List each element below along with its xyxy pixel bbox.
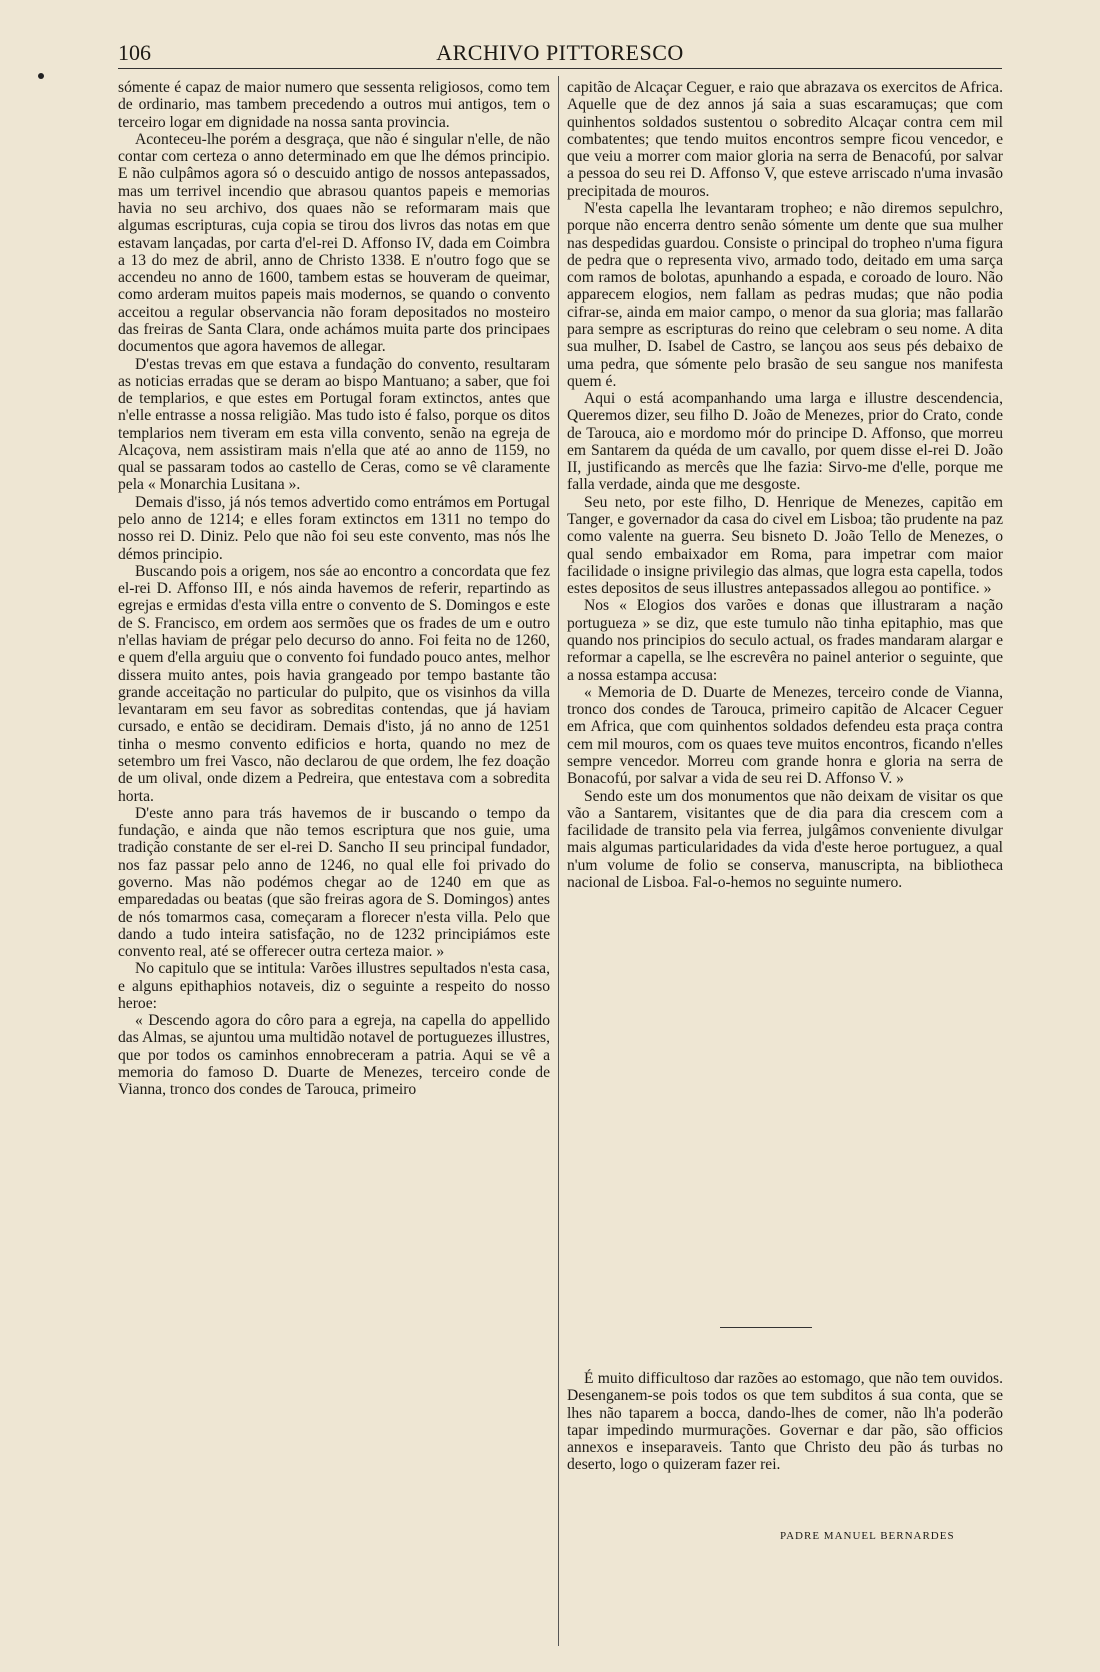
paragraph: « Memoria de D. Duarte de Menezes, terceiro conde de Vianna, tronco dos condes de Tarouca, primeiro capitão de Alcacer Ceguer em Africa, que com quinhentos soldados defendeu esta praça contra cem mil mouros, com os quaes teve muitos encontros, ficando n'elles sempre vencedor. Morreu com grande honra e gloria na serra de Bonacofú, por salvar a vida de seu rei D. Affonso V. »	[567, 683, 1003, 788]
quote-block	[567, 1370, 1003, 1474]
paragraph: Sendo este um dos monumentos que não deixam de visitar os que vão a Santarem, visitantes que de dia para dia crescem com a facilidade de transito pela via ferrea, julgâmos conveniente divulgar mais algumas particularidades da vida d'este heroe portuguez, a qual n'um volume de folio se conserva, manuscripta, na bibliotheca nacional de Lisboa. Fal-o-hemos no seguinte numero.	[567, 787, 1003, 891]
page-header	[118, 38, 1002, 68]
paragraph: D'este anno para trás havemos de ir buscando o tempo da fundação, e ainda que não temos escriptura que nos guie, uma tradição constante de ser el-rei D. Sancho II seu principal fundador, nos faz passar pelo anno de 1246, no qual elle foi privado do governo. Mas não podémos chegar ao de 1240 em que as emparedadas ou beatas (que são freiras agora de S. Domingos) antes de nós tomarmos casa, começaram a florecer n'esta villa. Pelo que dando a tudo inteira satisfação, no de 1232 principiámos este convento real, até se offerecer outra certeza maior. »	[118, 804, 550, 961]
paragraph: Aconteceu-lhe porém a desgraça, que não é singular n'elle, de não contar com certeza o anno determinado em que lhe démos principio. E não culpâmos agora só o descuido antigo de nossos antepassados, mas um terrivel incendio que abrasou quantos papeis e memorias havia no seu archivo, dos quaes não se reformaram mais que algumas escripturas, cuja copia se tirou dos livros das notas em que estavam lançadas, por carta d'el-rei D. Affonso IV, dada em Coimbra a 13 do mez de abril, anno de Christo 1338. E n'outro fogo que se accendeu no anno de 1600, tambem estas se houveram de queimar, como arderam muitos papeis mais modernos, se quando o convento acceitou a regular observancia não foram depositados no mosteiro das freiras de Santa Clara, onde achámos muita parte dos principaes documentos que agora havemos de allegar.	[118, 130, 550, 356]
left-column	[118, 79, 550, 1099]
running-title: ARCHIVO PITTORESCO	[436, 40, 684, 65]
right-column	[567, 79, 1003, 891]
page-number: 106	[118, 40, 151, 65]
paragraph: No capitulo que se intitula: Varões illustres sepultados n'esta casa, e alguns epithaphios notaveis, diz o seguinte a respeito do nosso heroe:	[118, 960, 550, 1012]
quote-text: É muito difficultoso dar razões ao estomago, que não tem ouvidos. Desenganem-se pois todos os que tem subditos á sua conta, que se lhes não taparem a bocca, dando-lhes de comer, não lh'a poderão tapar impedindo murmurações. Governar e dar pão, são officios annexos e inseparaveis. Tanto que Christo deu pão ás turbas no deserto, logo o quizeram fazer rei.	[567, 1370, 1003, 1474]
section-separator	[720, 1327, 812, 1328]
paragraph: « Descendo agora do côro para a egreja, na capella do appellido das Almas, se ajuntou uma multidão notavel de portuguezes illustres, que por todos os caminhos ennobreceram a patria. Aqui se vê a memoria do famoso D. Duarte de Menezes, terceiro conde de Vianna, tronco dos condes de Tarouca, primeiro	[118, 1012, 550, 1099]
column-divider	[558, 76, 559, 1646]
paragraph: capitão de Alcaçar Ceguer, e raio que abrazava os exercitos de Africa. Aquelle que de dez annos já saia a suas escaramuças; que com quinhentos soldados sustentou o sobredito Alcaçar contra cem mil combatentes; que tendo muitos encontros sempre ficou vencedor, e que veiu a morrer com maior gloria na serra de Benacofú, por salvar a pessoa do seu rei D. Affonso V, que esteve arriscado n'uma invasão precipitada de mouros.	[567, 79, 1003, 200]
paragraph: Seu neto, por este filho, D. Henrique de Menezes, capitão em Tanger, e governador da casa do civel em Lisboa; tão prudente na paz como valente na guerra. Seu bisneto D. João Tello de Menezes, o qual sendo embaixador em Roma, para impetrar com maior facilidade o insigne privilegio das almas, que logra esta capella, todos estes depositos de seus illustres antepassados allegou ao pontifice. »	[567, 493, 1003, 598]
paragraph: Demais d'isso, já nós temos advertido como entrámos em Portugal pelo anno de 1214; e elles foram extinctos em 1311 no tempo do nosso rei D. Diniz. Pelo que não foi seu este convento, mas nós lhe démos principio.	[118, 493, 550, 563]
paragraph: Aqui o está acompanhando uma larga e illustre descendencia, Queremos dizer, seu filho D. João de Menezes, prior do Crato, conde de Tarouca, aio e mordomo mór do principe D. Affonso, que morreu em Santarem da quéda de um cavallo, por quem disse el-rei D. João II, justificando as mercês que lhe fazia: Sirvo-me d'elle, porque me falla verdade, ainda que me desgoste.	[567, 390, 1003, 494]
paragraph: sómente é capaz de maior numero que sessenta religiosos, como tem de ordinario, mas tambem precedendo a outros mui antigos, tem o terceiro logar em dignidade na nossa santa provincia.	[118, 79, 550, 131]
paragraph: Nos « Elogios dos varões e donas que illustraram a nação portugueza » se diz, que este tumulo não tinha epitaphio, mas que quando nos principios do seculo actual, os frades mandaram alargar e reformar a capella, se lhe escrevêra no painel anterior o seguinte, que a nossa estampa accusa:	[567, 597, 1003, 684]
header-rule	[118, 68, 1002, 69]
quote-attribution: PADRE MANUEL BERNARDES	[780, 1530, 955, 1542]
margin-mark	[38, 73, 44, 79]
paragraph: D'estas trevas em que estava a fundação do convento, resultaram as noticias erradas que se deram ao bispo Mantuano; a saber, que foi de templarios, e que estes em Portugal foram extinctos, antes que n'elle entrasse a nossa religião. Mas tudo isto é falso, porque os ditos templarios nem tiveram em esta villa convento, senão na egreja de Alcaçova, nem assistiram mais n'ella que até ao anno de 1159, no qual se passaram todos ao castello de Ceras, como se vê claramente pela « Monarchia Lusitana ».	[118, 355, 550, 494]
paragraph: N'esta capella lhe levantaram tropheo; e não diremos sepulchro, porque não encerra dentro senão sómente um dente que sua mulher nas despedidas guardou. Consiste o principal do tropheo n'uma figura de pedra que o representa vivo, armado todo, deitado em uma sarça com ramos de bolotas, apunhando a espada, e coroado de louro. Não apparecem elogios, nem fallam as pedras mudas; que não podia cifrar-se, ainda em maior campo, o menor da sua gloria; mas fallarão para sempre as escripturas do reino que celebram o seu nome. A dita sua mulher, D. Isabel de Castro, se lançou aos seus pés debaixo de uma pedra, que sómente pelo brasão de seu sangue nos manifesta quem é.	[567, 199, 1003, 390]
paragraph: Buscando pois a origem, nos sáe ao encontro a concordata que fez el-rei D. Affonso III, e nós ainda havemos de referir, repartindo as egrejas e ermidas d'esta villa entre o convento de S. Domingos e este de S. Francisco, em ordem aos sermões que os frades de um e outro n'ellas haviam de prégar pelo decurso do anno. Foi feita no de 1260, e quem d'ella arguiu que o convento foi fundado pouco antes, melhor dissera muito antes, pois havia grangeado por tempo bastante tão grande acceitação no particular do pulpito, que os visinhos da villa levantaram em seu favor as sobreditas contendas, que já haviam cursado, e então se decidiram. Demais d'isto, já no anno de 1251 tinha o mesmo convento edificios e horta, quando no mez de setembro um frei Vasco, não declarou de que ordem, lhe fez doação de um olival, onde dizem a Pedreira, que entestava com a sobredita horta.	[118, 562, 550, 805]
